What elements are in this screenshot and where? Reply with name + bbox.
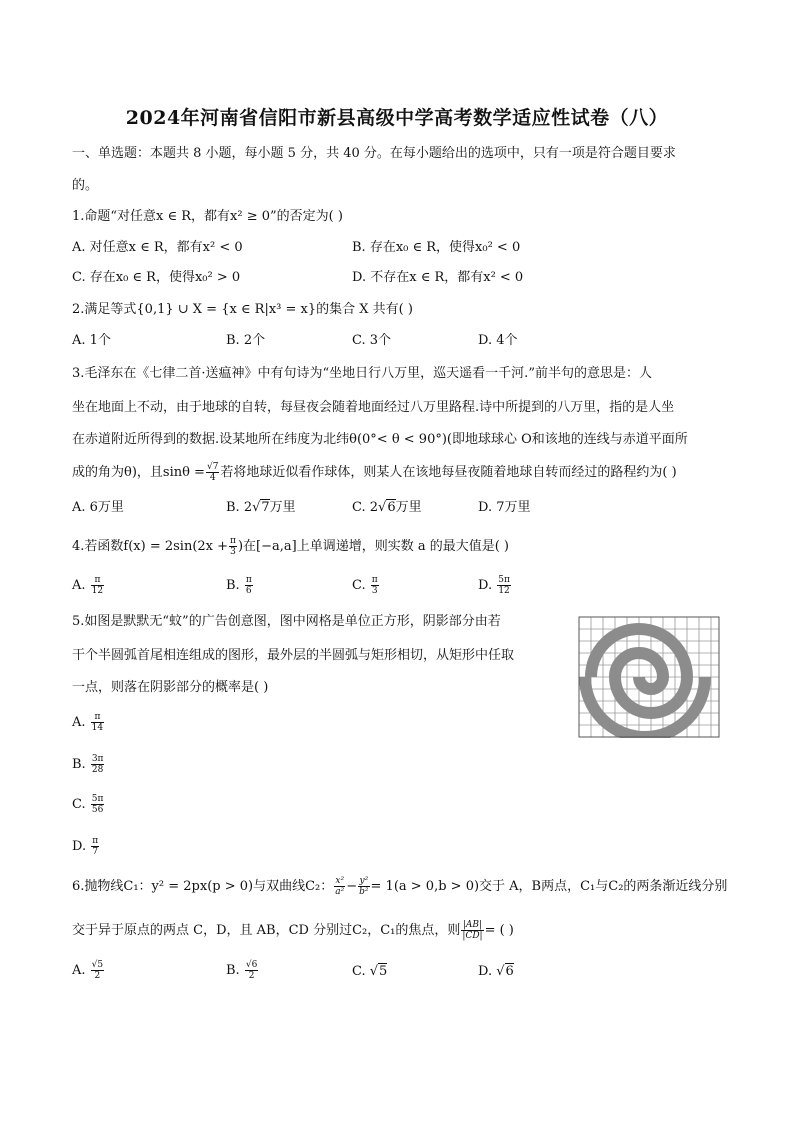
q3-c-pre: C. 2 [352, 500, 379, 515]
q4-b-fraction [245, 575, 253, 596]
q4-option-d[interactable] [478, 575, 512, 596]
q3-c-post: 万里 [395, 500, 422, 515]
q2-option-d[interactable]: D. 4个 [478, 333, 518, 348]
q4-option-c[interactable] [352, 575, 380, 596]
q4-c-den: 3 [371, 586, 378, 596]
q6-y-fraction [358, 876, 369, 897]
q4-d-num: 5π [498, 575, 510, 585]
q5-a-num: π [91, 712, 104, 723]
q5-line-1: 5.如图是默默无“蚊”的广告创意图，图中网格是单位正方形，阴影部分由若 [72, 614, 501, 629]
radical-icon: √ [369, 964, 379, 979]
q1-option-d[interactable]: D. 不存在x ∈ R，都有x² < 0 [352, 270, 524, 285]
q6-a-den: 2 [94, 971, 101, 981]
q3-line-4-a: 成的角为θ)，且sinθ = [72, 465, 205, 480]
q3-frac-den: 4 [209, 473, 216, 483]
page-title: 2024年河南省信阳市新县高级中学高考数学适应性试卷（八） [125, 107, 669, 129]
q4-a-num: π [91, 575, 104, 586]
q6-a-fraction [91, 960, 104, 981]
q4-c-num: π [371, 575, 378, 585]
q3-b-rad: 7 [261, 500, 270, 515]
q2-option-c[interactable]: C. 3个 [352, 333, 392, 348]
q6-x-den: a² [335, 887, 345, 897]
q4-b-den: 6 [245, 586, 252, 596]
q6-c-rad: 5 [379, 964, 388, 979]
q5-b-num: 3π [91, 754, 104, 764]
q5-d-den: 7 [92, 847, 99, 857]
q4-stem-fraction [229, 536, 237, 557]
q5-line-3: 一点，则落在阴影部分的概率是( ) [72, 680, 269, 695]
q6-line-2-a: 交于异于原点的两点 C，D，且 AB，CD 分别过C₂，C₁的焦点，则 [72, 923, 461, 938]
q5-a-fraction [91, 712, 104, 733]
q5-d-fraction [91, 836, 99, 857]
q3-b-pre: B. 2 [226, 500, 253, 515]
q5-b-fraction [91, 754, 105, 775]
q4-d-fraction [497, 575, 511, 596]
section-heading-cont: 的。 [72, 178, 99, 193]
q6-b-label: B. [226, 963, 240, 978]
radical-icon: √ [252, 500, 261, 515]
q6-line-1 [72, 876, 727, 897]
q5-option-d[interactable] [72, 836, 100, 857]
q1-option-b[interactable]: B. 存在x₀ ∈ R，使得x₀² < 0 [352, 240, 521, 255]
q5-c-fraction [91, 794, 105, 815]
q4-stem-num: π [230, 536, 236, 546]
q6-x-fraction [334, 876, 345, 897]
radical-icon: √ [378, 500, 387, 515]
q4-d-label: D. [478, 578, 493, 593]
q5-option-a[interactable] [72, 712, 105, 733]
q3-option-d[interactable]: D. 7万里 [478, 500, 531, 515]
q5-a-label: A. [72, 715, 86, 730]
q3-frac-num: √7 [206, 462, 219, 472]
q5-b-label: B. [72, 757, 86, 772]
q6-line-1-b: = 1(a > 0,b > 0)交于 A，B两点，C₁与C₂的两条渐近线分别 [370, 879, 728, 894]
q6-option-d[interactable] [478, 962, 514, 982]
section-heading [72, 144, 676, 164]
q3-sin-fraction [206, 462, 219, 483]
q6-line-2-b: = ( ) [484, 923, 514, 938]
q3-option-a[interactable]: A. 6万里 [72, 500, 124, 515]
q4-stem-b: )在[−a,a]上单调递增，则实数 a 的最大值是( ) [237, 539, 509, 554]
q2-option-a[interactable]: A. 1个 [72, 333, 111, 348]
q4-a-fraction [91, 575, 104, 596]
q5-a-den: 14 [91, 723, 104, 733]
q3-line-1: 3.毛泽东在《七律二首·送瘟神》中有句诗为“坐地日行八万里，巡天遥看一千河.”前半句的意思是：人 [72, 366, 652, 381]
q4-a-label: A. [72, 578, 86, 593]
q3-line-2: 坐在地面上不动，由于地球的自转，每昼夜会随着地面经过八万里路程.诗中所提到的八万里，指的是人坐 [72, 400, 675, 415]
radical-icon: √ [496, 964, 505, 979]
q3-option-c[interactable] [352, 498, 422, 518]
spiral-grid-figure [578, 616, 720, 738]
q5-c-label: C. [72, 797, 86, 812]
q4-stem [72, 536, 509, 557]
q4-d-den: 12 [498, 586, 510, 596]
q6-d-pre: D. [478, 964, 497, 979]
q6-b-num: √6 [245, 960, 258, 970]
q5-option-b[interactable] [72, 754, 105, 775]
q4-stem-a: 4.若函数f(x) = 2sin(2x + [72, 539, 229, 554]
q6-ratio-num: |AB| [462, 920, 483, 930]
q5-d-num: π [92, 836, 99, 846]
q2-option-b[interactable]: B. 2个 [226, 333, 266, 348]
q1-stem: 1.命题“对任意x ∈ R，都有x² ≥ 0”的否定为( ) [72, 209, 343, 224]
q4-b-num: π [245, 575, 252, 585]
q4-a-den: 12 [91, 586, 104, 596]
q5-b-den: 28 [91, 765, 104, 775]
q6-a-label: A. [72, 963, 86, 978]
q6-y-den: b² [359, 887, 369, 897]
q4-b-label: B. [226, 578, 240, 593]
q6-option-a[interactable] [72, 960, 105, 981]
q6-line-1-a: 6.抛物线C₁：y² = 2px(p > 0)与双曲线C₂： [72, 879, 334, 894]
q3-option-b[interactable] [226, 498, 296, 518]
q4-c-fraction [371, 575, 379, 596]
section-line-1: 一、单选题：本题共 8 小题，每小题 5 分，共 40 分。在每小题给出的选项中，只有一项是符合题目要求 [72, 146, 676, 161]
q6-ratio-fraction [461, 920, 483, 941]
q3-line-4 [72, 462, 677, 483]
q3-c-rad: 6 [387, 500, 396, 515]
q5-line-2: 干个半圆弧首尾相连组成的图形，最外层的半圆弧与矩形相切，从矩形中任取 [72, 648, 515, 663]
q4-option-a[interactable] [72, 575, 105, 596]
q6-d-rad: 6 [505, 964, 514, 979]
q3-line-3: 在赤道附近所得到的数据.设某地所在纬度为北纬θ(0°< θ < 90°)(即地球球心 O和该地的连线与赤道平面所 [72, 432, 688, 447]
q6-ratio-den: |CD| [462, 931, 483, 941]
q5-c-num: 5π [91, 794, 104, 804]
q3-line-4-b: 若将地球近似看作球体，则某人在该地每昼夜随着地球自转而经过的路程约为( ) [220, 465, 677, 480]
q6-c-pre: C. [352, 964, 370, 979]
q1-option-c[interactable]: C. 存在x₀ ∈ R，使得x₀² > 0 [72, 270, 241, 285]
q3-b-post: 万里 [269, 500, 296, 515]
q6-line-2 [72, 920, 514, 941]
q5-c-den: 56 [91, 805, 104, 815]
q6-b-den: 2 [248, 971, 255, 981]
q6-b-fraction [245, 960, 258, 981]
q6-x-num: x² [335, 876, 345, 886]
q5-option-c[interactable] [72, 794, 105, 815]
q5-d-label: D. [72, 839, 87, 854]
q4-c-label: C. [352, 578, 366, 593]
q4-stem-den: 3 [230, 547, 236, 557]
q2-stem: 2.满足等式{0,1} ∪ X = {x ∈ R|x³ = x}的集合 X 共有( ) [72, 302, 413, 317]
q6-a-num: √5 [91, 960, 104, 970]
q6-minus: − [346, 879, 358, 894]
q6-option-b[interactable] [226, 960, 259, 981]
q6-y-num: y² [359, 876, 369, 886]
q4-option-b[interactable] [226, 575, 254, 596]
q6-option-c[interactable] [352, 962, 387, 982]
q1-option-a[interactable]: A. 对任意x ∈ R，都有x² < 0 [72, 240, 243, 255]
